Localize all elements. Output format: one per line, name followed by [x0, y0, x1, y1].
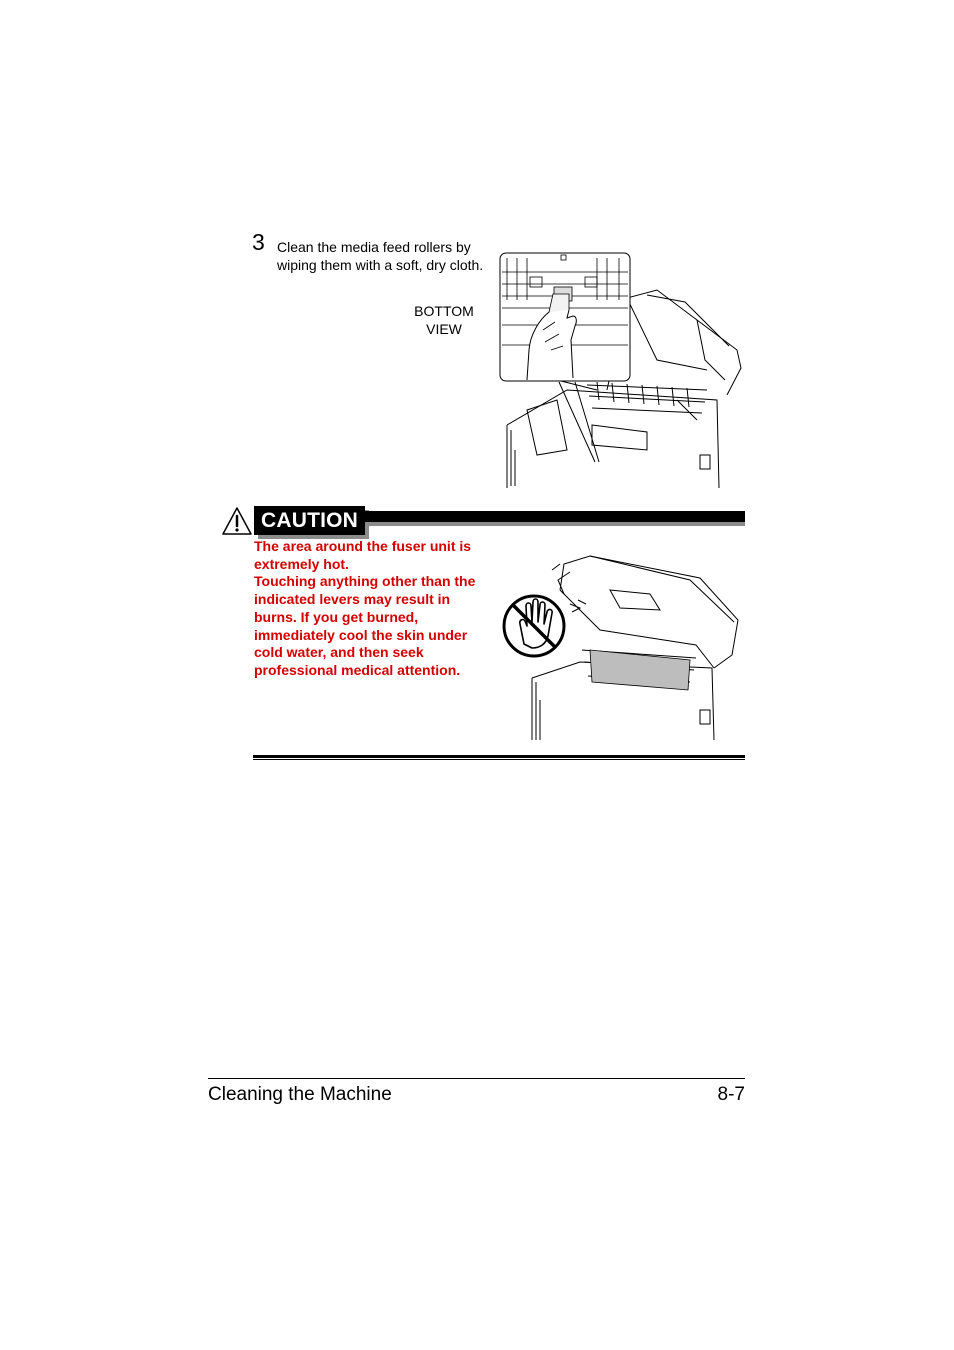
caution-triangle-icon: [221, 506, 253, 536]
footer-rule: [208, 1078, 745, 1079]
footer-section-title: Cleaning the Machine: [208, 1084, 392, 1105]
bottom-view-label: BOTTOM VIEW: [414, 303, 474, 337]
caution-badge: CAUTION: [254, 506, 365, 535]
caution-end-rule: [253, 755, 745, 758]
step-number: 3: [252, 229, 265, 255]
caution-header-bar-shade: [365, 522, 745, 526]
no-touch-hand-icon: [504, 596, 564, 656]
hot-fuser-illustration: [500, 550, 750, 742]
caution-message: [254, 538, 489, 680]
roller-cleaning-illustration: [497, 250, 747, 492]
step-instruction: Clean the media feed rollers by wiping them with a soft, dry cloth.: [277, 239, 484, 273]
caution-line-hot: The area around the fuser unit is extremely hot.: [254, 538, 472, 572]
caution-line-burns: Touching anything other than the indicated levers may result in burns. If you get burned, immediately cool the skin under cold water, and then seek professional medical attention.: [254, 573, 476, 678]
caution-header-bar: [365, 511, 745, 522]
footer-page-number: 8-7: [717, 1084, 745, 1105]
caution-end-rule-thin: [253, 759, 745, 760]
